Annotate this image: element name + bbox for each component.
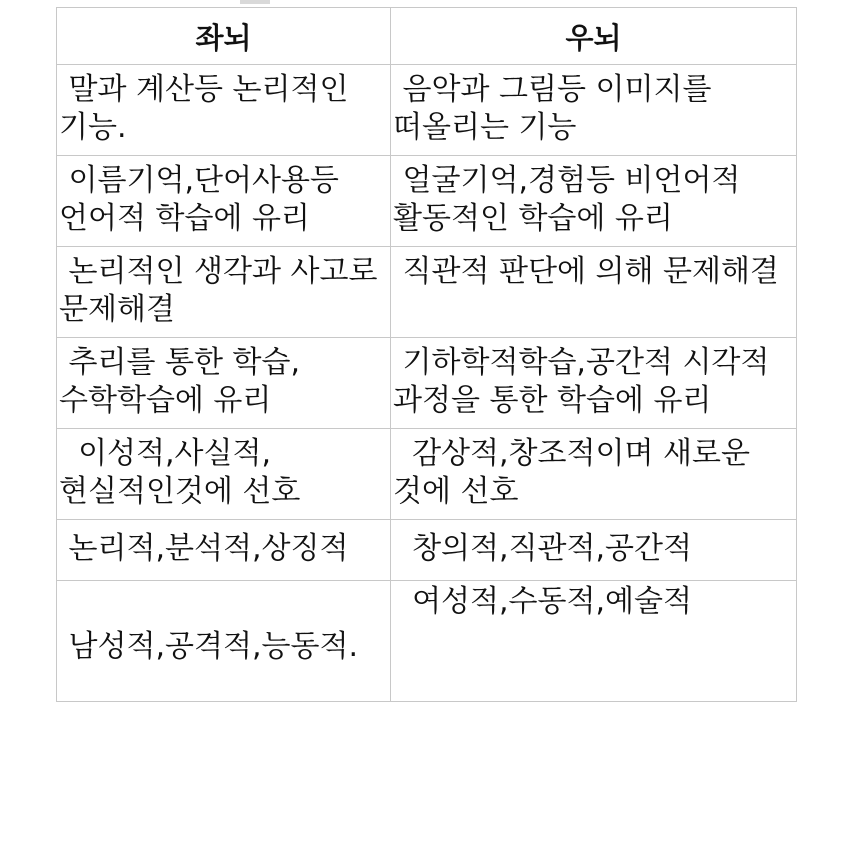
table-row <box>57 247 797 338</box>
table-cell-right: 창의적,직관적,공간적 <box>391 520 797 581</box>
table-row <box>57 338 797 429</box>
table-cell-right: 감상적,창조적이며 새로운 것에 선호 <box>391 429 797 520</box>
table-cell-right: 여성적,수동적,예술적 <box>391 581 797 702</box>
header-left-brain: 좌뇌 <box>57 8 391 65</box>
table-cell-right: 직관적 판단에 의해 문제해결 <box>391 247 797 338</box>
brain-comparison-table <box>56 7 797 702</box>
table-row <box>57 156 797 247</box>
table-cell-right: 음악과 그림등 이미지를 떠올리는 기능 <box>391 65 797 156</box>
table-cell-left: 말과 계산등 논리적인 기능. <box>57 65 391 156</box>
cropped-top-edge <box>240 0 270 4</box>
table-row <box>57 429 797 520</box>
table-cell-left: 논리적,분석적,상징적 <box>57 520 391 581</box>
table-cell-left: 이름기억,단어사용등 언어적 학습에 유리 <box>57 156 391 247</box>
table-cell-right: 기하학적학습,공간적 시각적 과정을 통한 학습에 유리 <box>391 338 797 429</box>
table-row <box>57 65 797 156</box>
table-cell-left: 추리를 통한 학습,수학학습에 유리 <box>57 338 391 429</box>
table-cell-right: 얼굴기억,경험등 비언어적 활동적인 학습에 유리 <box>391 156 797 247</box>
header-right-brain: 우뇌 <box>391 8 797 65</box>
table-row <box>57 581 797 702</box>
table-cell-left: 이성적,사실적,현실적인것에 선호 <box>57 429 391 520</box>
table-cell-left: 논리적인 생각과 사고로 문제해결 <box>57 247 391 338</box>
table-cell-left: 남성적,공격적,능동적. <box>57 581 391 702</box>
header-row <box>57 8 797 65</box>
table-row <box>57 520 797 581</box>
